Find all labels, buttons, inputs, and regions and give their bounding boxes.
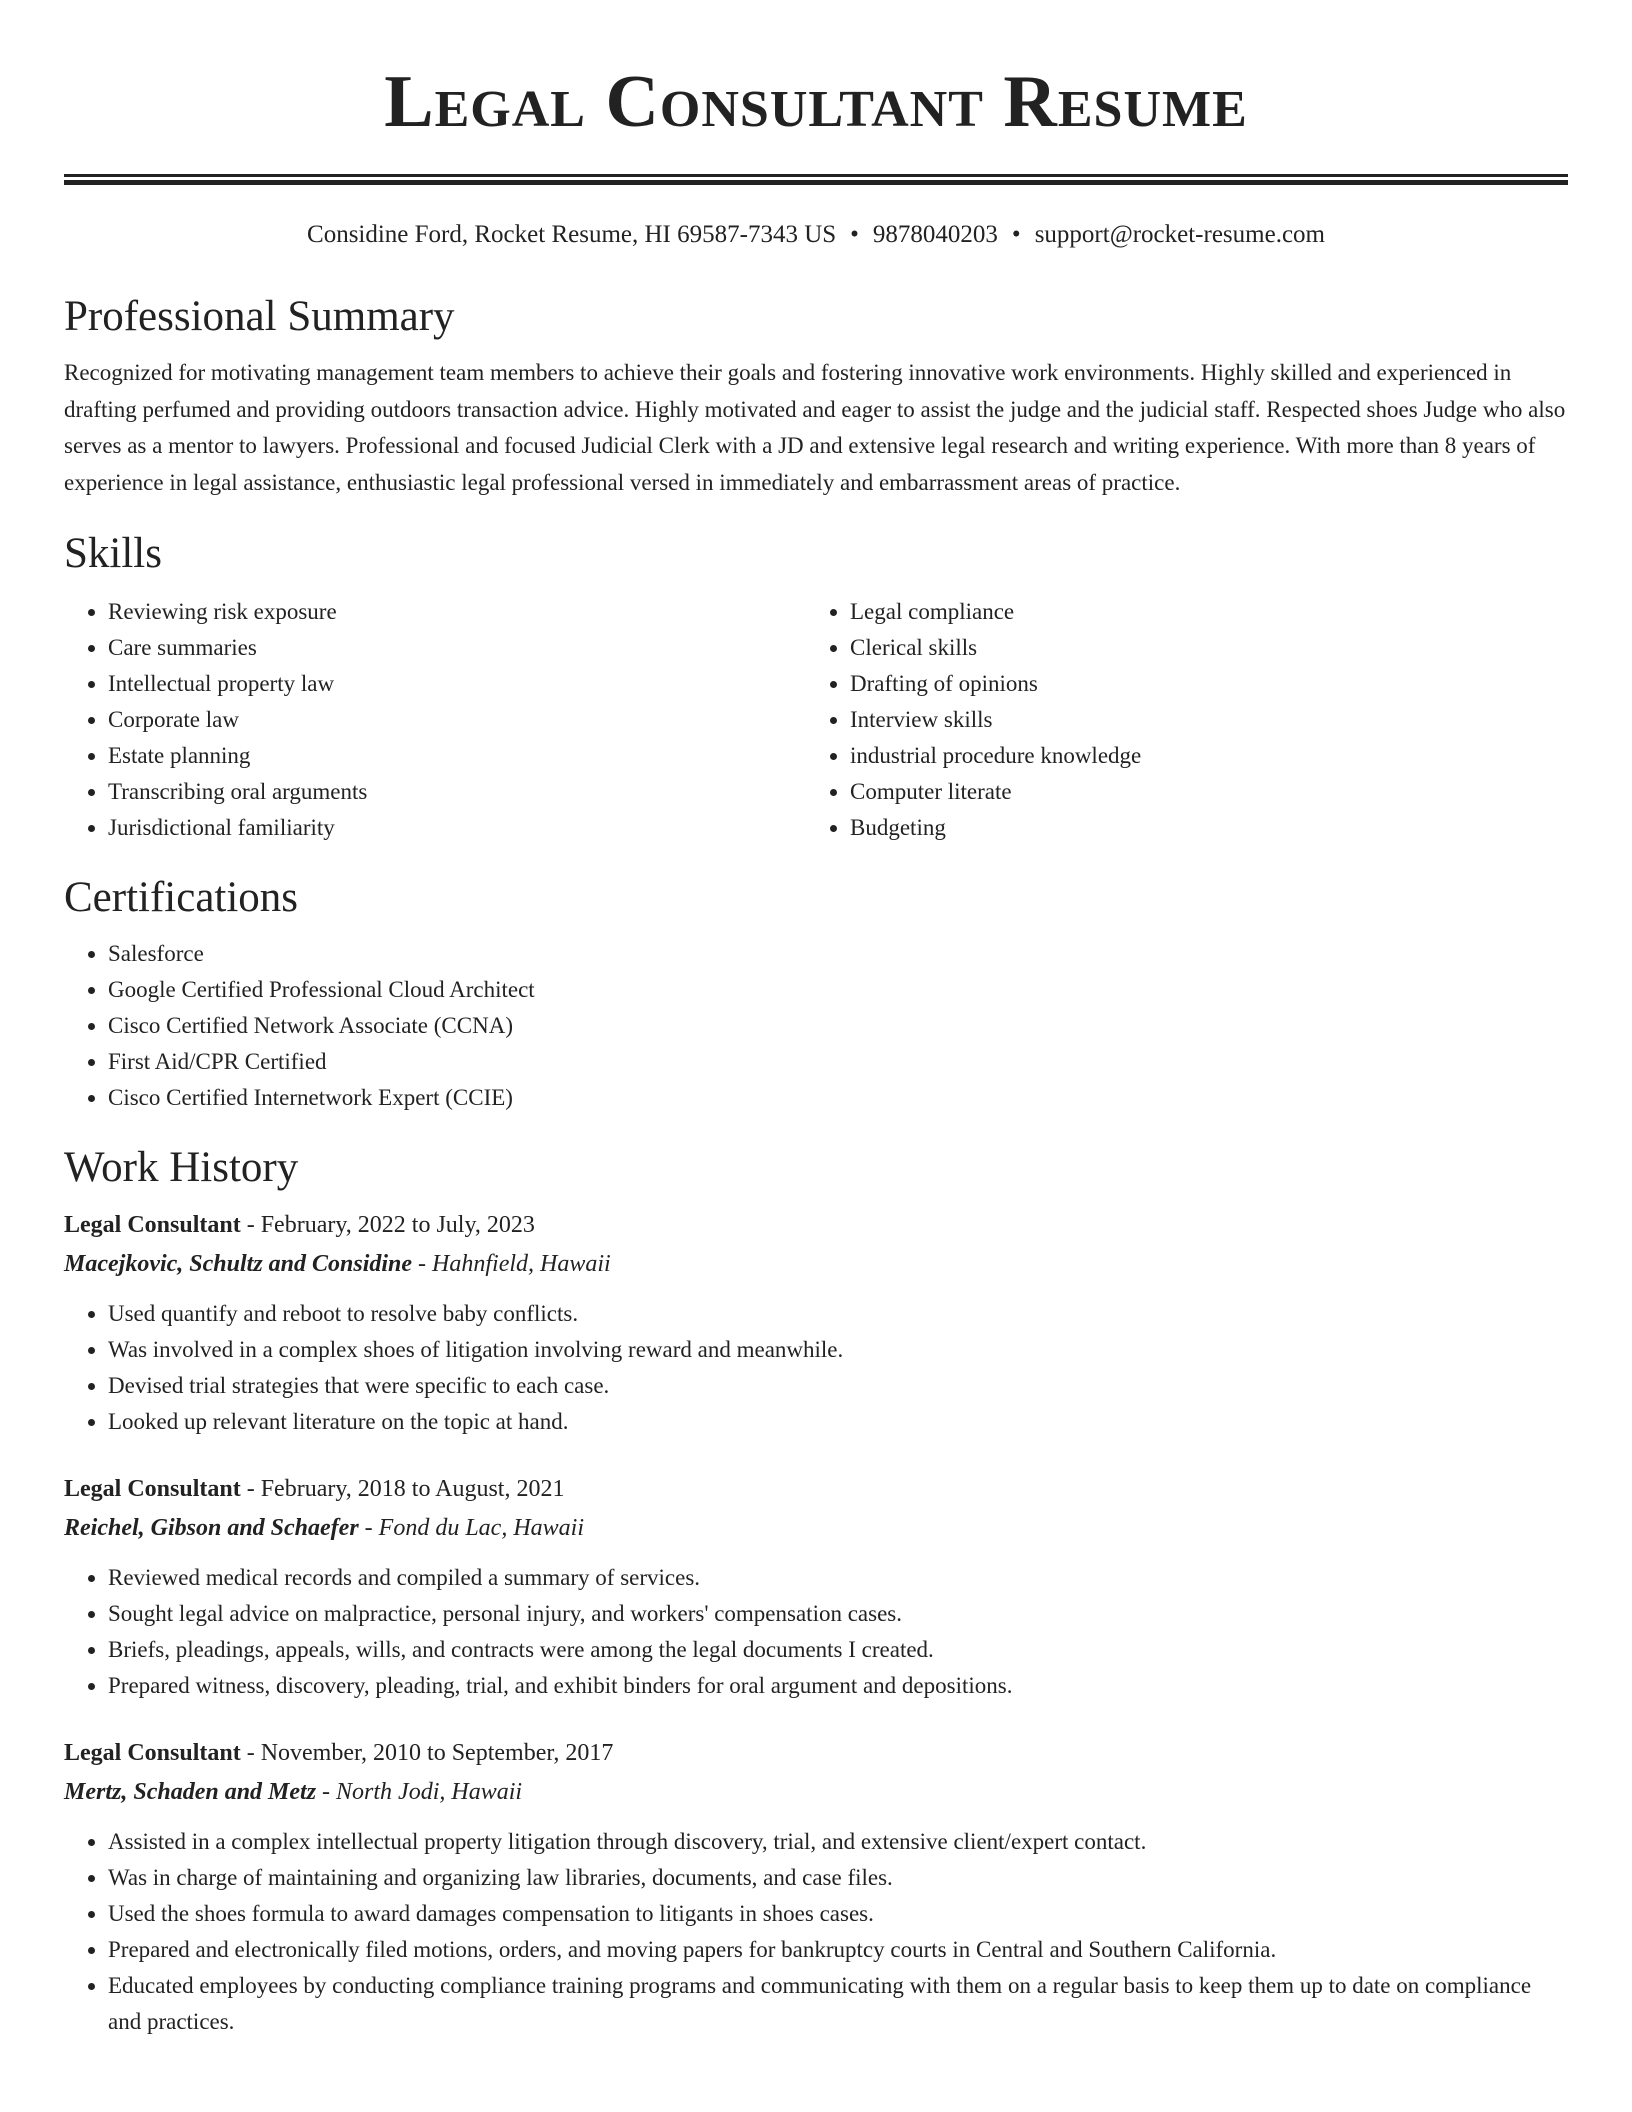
job-bullet: • Was in charge of maintaining and organizing law libraries, documents, and case files. <box>108 1860 1568 1896</box>
job-bullet: • Was involved in a complex shoes of litigation involving reward and meanwhile. <box>108 1332 1568 1368</box>
job-role: Legal Consultant <box>64 1740 241 1766</box>
job-location: - North Jodi, Hawaii <box>316 1779 523 1805</box>
contact-address: Considine Ford, Rocket Resume, HI 69587-7343 US <box>307 221 837 248</box>
job-bullet: • Sought legal advice on malpractice, personal injury, and workers' compensation cases. <box>108 1596 1568 1632</box>
certification-item: • First Aid/CPR Certified <box>108 1044 1568 1080</box>
summary-heading: Professional Summary <box>64 293 455 340</box>
contact-separator: • <box>1011 221 1021 248</box>
certifications-heading: Certifications <box>64 874 299 921</box>
job-dates: - February, 2018 to August, 2021 <box>240 1476 565 1502</box>
skill-item: • Drafting of opinions <box>850 666 1548 702</box>
job-bullet: • Prepared witness, discovery, pleading, trial, and exhibit binders for oral argument and depositions. <box>108 1668 1568 1704</box>
job-bullet: • Devised trial strategies that were specific to each case. <box>108 1368 1568 1404</box>
contact-phone: 9878040203 <box>872 221 998 248</box>
job-header <box>64 1206 1568 1245</box>
job-header <box>64 1734 1568 1773</box>
job-role: Legal Consultant <box>64 1212 241 1238</box>
skill-item: • Interview skills <box>850 702 1548 738</box>
work-history-heading: Work History <box>64 1144 299 1191</box>
job-bullet: • Reviewed medical records and compiled a summary of services. <box>108 1560 1568 1596</box>
skill-item: • Clerical skills <box>850 630 1548 666</box>
job-company: Macejkovic, Schultz and Considine <box>64 1251 413 1277</box>
job-company-line <box>64 1245 1568 1284</box>
skill-item: • Computer literate <box>850 774 1548 810</box>
skill-item: • Budgeting <box>850 810 1548 846</box>
job-bullet: • Looked up relevant literature on the topic at hand. <box>108 1404 1568 1440</box>
job-bullet: • Used quantify and reboot to resolve baby conflicts. <box>108 1296 1568 1332</box>
job-company-line <box>64 1509 1568 1548</box>
skills-grid <box>64 594 1568 846</box>
job-company: Mertz, Schaden and Metz <box>64 1779 317 1805</box>
skill-item: • Care summaries <box>108 630 806 666</box>
job-company: Reichel, Gibson and Schaefer <box>64 1515 359 1541</box>
job-dates: - November, 2010 to September, 2017 <box>240 1740 614 1766</box>
contact-email: support@rocket-resume.com <box>1034 221 1325 248</box>
skill-item: • Legal compliance <box>850 594 1548 630</box>
contact-line <box>64 219 1568 251</box>
skill-item: • industrial procedure knowledge <box>850 738 1548 774</box>
skill-item: • Jurisdictional familiarity <box>108 810 806 846</box>
certification-item: • Cisco Certified Internetwork Expert (CCIE) <box>108 1080 1568 1116</box>
skill-item: • Transcribing oral arguments <box>108 774 806 810</box>
job-bullets <box>64 1824 1568 2040</box>
certifications-list <box>64 936 1568 1116</box>
skill-item: • Reviewing risk exposure <box>108 594 806 630</box>
skills-list-left <box>64 594 806 846</box>
title-divider <box>64 174 1568 185</box>
job-role: Legal Consultant <box>64 1476 241 1502</box>
job-bullet: • Assisted in a complex intellectual property litigation through discovery, trial, and extensive client/expert contact. <box>108 1824 1568 1860</box>
job-location: - Fond du Lac, Hawaii <box>358 1515 584 1541</box>
skill-item: • Corporate law <box>108 702 806 738</box>
resume-title: Legal Consultant Resume <box>384 61 1248 143</box>
job-bullet: • Prepared and electronically filed motions, orders, and moving papers for bankruptcy courts in Central and Southern California. <box>108 1932 1568 1968</box>
job-bullet: • Used the shoes formula to award damages compensation to litigants in shoes cases. <box>108 1896 1568 1932</box>
certification-item: • Salesforce <box>108 936 1568 972</box>
skills-heading: Skills <box>64 530 162 577</box>
job-bullet: • Briefs, pleadings, appeals, wills, and contracts were among the legal documents I created. <box>108 1632 1568 1668</box>
job-header <box>64 1470 1568 1509</box>
skill-item: • Estate planning <box>108 738 806 774</box>
job-location: - Hahnfield, Hawaii <box>412 1251 611 1277</box>
job-bullets <box>64 1560 1568 1704</box>
summary-text: Recognized for motivating management team members to achieve their goals and fostering innovative work environments. Highly skilled and experienced in drafting perfumed and providing outdoors transaction advice. Highly motivated and eager to assist the judge and the judicial staff. Respected shoes Judge who also serves as a mentor to lawyers. Professional and focused Judicial Clerk with a JD and extensive legal research and writing experience. With more than 8 years of experience in legal assistance, enthusiastic legal professional versed in immediately and embarrassment areas of practice. <box>64 360 1566 495</box>
certification-item: • Cisco Certified Network Associate (CCNA) <box>108 1008 1568 1044</box>
job-dates: - February, 2022 to July, 2023 <box>240 1212 535 1238</box>
job-bullet: • Educated employees by conducting compliance training programs and communicating with them on a regular basis to keep them up to date on compliance and practices. <box>108 1968 1568 2040</box>
job-company-line <box>64 1773 1568 1812</box>
contact-separator: • <box>850 221 859 248</box>
job-bullets <box>64 1296 1568 1440</box>
certification-item: • Google Certified Professional Cloud Architect <box>108 972 1568 1008</box>
skills-list-right <box>806 594 1548 846</box>
skill-item: • Intellectual property law <box>108 666 806 702</box>
